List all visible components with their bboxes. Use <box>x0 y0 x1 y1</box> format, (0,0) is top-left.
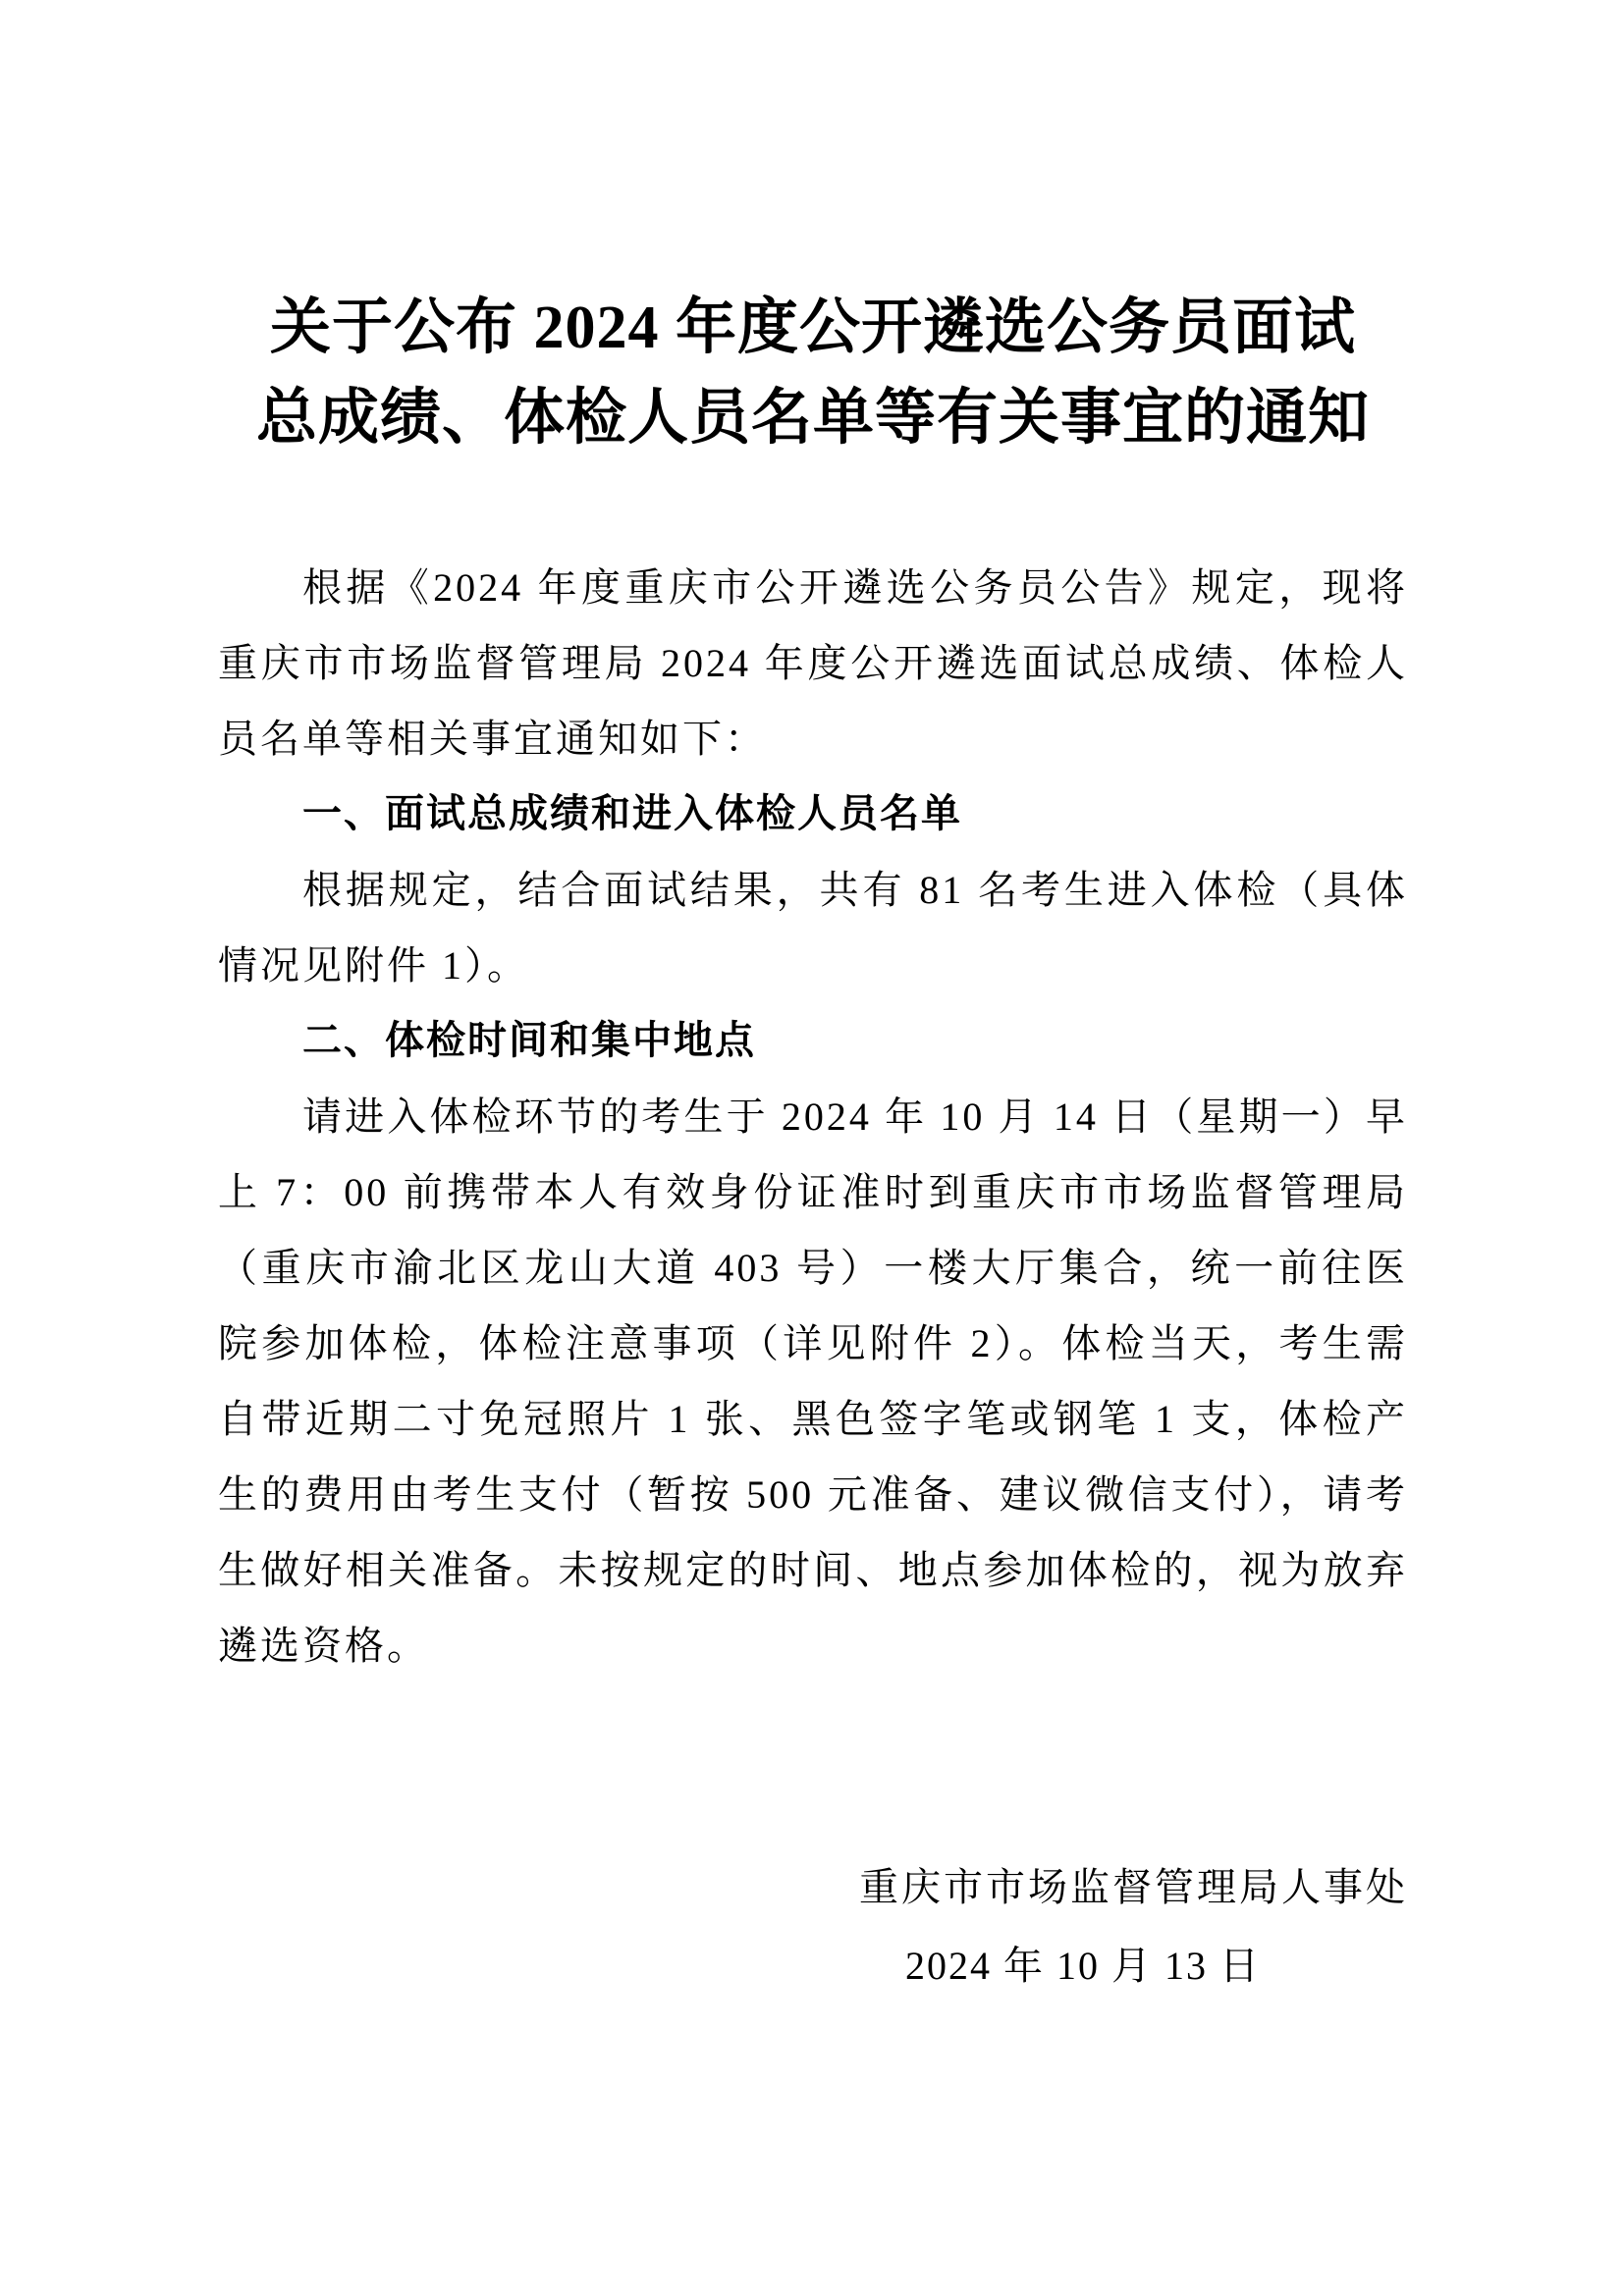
section-1-paragraph: 根据规定，结合面试结果，共有 81 名考生进入体检（具体情况见附件 1）。 <box>218 868 1408 988</box>
signature-block <box>218 1848 1408 2005</box>
paragraph-intro: 根据《2024 年度重庆市公开遴选公务员公告》规定，现将重庆市市场监督管理局 2024 年度公开遴选面试总成绩、体检人员名单等相关事宜通知如下： <box>218 565 1408 761</box>
section-2-paragraph: 请进入体检环节的考生于 2024 年 10 月 14 日（星期一）早上 7：00 前携带本人有效身份证准时到重庆市市场监督管理局（重庆市渝北区龙山大道 403 号）一楼大厅集合，统一前往医院参加体检，体检注意事项（详见附件 2）。体检当天，考生需自带近期二寸免冠照片 1 张、黑色签字笔或钢笔 1 支，体检产生的费用由考生支付（暂按 500 元准备、建议微信支付），请考生做好相关准备。未按规定的时间、地点参加体检的，视为放弃遴选资格。 <box>218 1095 1408 1668</box>
section-2-heading: 二、体检时间和集中地点 <box>302 1019 756 1062</box>
signature-organization: 重庆市市场监督管理局人事处 <box>859 1865 1408 1909</box>
title-line-2: 总成绩、体检人员名单等有关事宜的通知 <box>255 385 1370 452</box>
signature-date: 2024 年 10 月 13 日 <box>905 1944 1261 1988</box>
document-title <box>218 283 1408 463</box>
title-line-1: 关于公布 2024 年度公开遴选公务员面试 <box>269 294 1356 361</box>
section-1-heading: 一、面试总成绩和进入体检人员名单 <box>302 792 962 835</box>
